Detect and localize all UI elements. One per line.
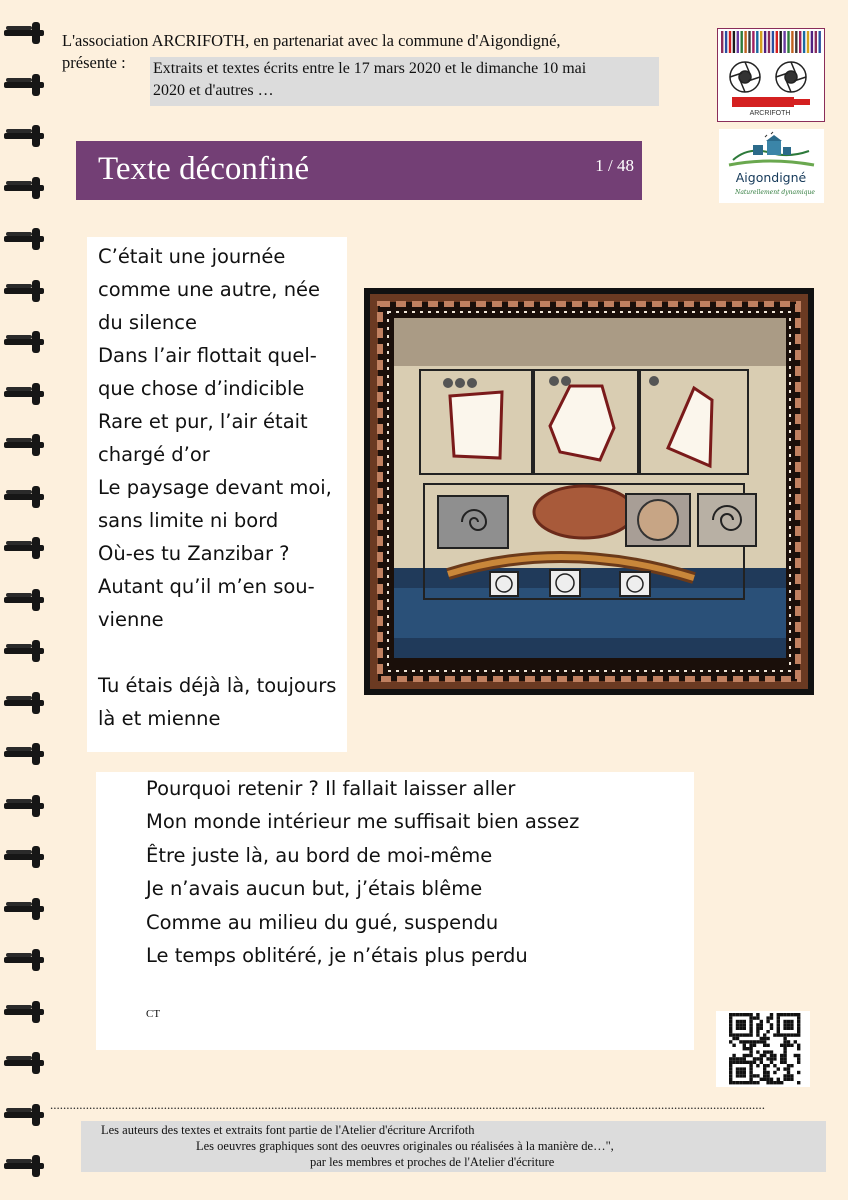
- aigondigne-logo: [719, 129, 824, 203]
- spiral-ring: [4, 949, 48, 971]
- spiral-binding: [0, 0, 52, 1200]
- poem-line: Autant qu’il m’en sou-: [98, 575, 315, 598]
- spiral-ring: [4, 125, 48, 147]
- poem-line: là et mienne: [98, 707, 221, 730]
- poem-line: Dans l’air flottait quel-: [98, 344, 317, 367]
- aigondigne-name: Aigondigné: [735, 170, 807, 185]
- spiral-ring: [4, 177, 48, 199]
- qr-code: [716, 1011, 810, 1087]
- spiral-ring: [4, 795, 48, 817]
- poem-line: [98, 636, 347, 669]
- spiral-ring: [4, 74, 48, 96]
- poem-line: vienne: [98, 608, 164, 631]
- subtitle-line-1: Extraits et textes écrits entre le 17 mars 2020 et le dimanche 10 mai: [153, 60, 587, 77]
- poem-line: Pourquoi retenir ? Il fallait laisser aller: [146, 777, 516, 800]
- footer-credits: [81, 1121, 826, 1172]
- footer-line-1: Les auteurs des textes et extraits font partie de l'Atelier d'écriture Arcrifoth: [101, 1123, 475, 1137]
- poem-line: Je n’avais aucun but, j’étais blême: [146, 877, 483, 901]
- spiral-ring: [4, 640, 48, 662]
- spiral-ring: [4, 228, 48, 250]
- poem-line: que chose d’indicible: [98, 377, 305, 400]
- spiral-ring: [4, 898, 48, 920]
- spiral-ring: [4, 486, 48, 508]
- spiral-ring: [4, 692, 48, 714]
- poem-line: Mon monde intérieur me suffisait bien assez: [146, 810, 580, 834]
- spiral-ring: [4, 589, 48, 611]
- artwork-painting: [364, 288, 814, 695]
- author-signature: CT: [146, 1008, 161, 1020]
- poem-line: Tu étais déjà là, toujours: [98, 674, 337, 697]
- spiral-ring: [4, 1001, 48, 1023]
- poem-part-2: [96, 772, 694, 1050]
- poem-line: comme une autre, née: [98, 278, 321, 301]
- poem-line: Comme au milieu du gué, suspendu: [146, 910, 499, 934]
- aigondigne-tagline: Naturellement dynamique: [735, 189, 815, 196]
- header-intro: L'association ARCRIFOTH, en partenariat avec la commune d'Aigondigné,: [62, 31, 561, 50]
- header-presents: présente :: [62, 53, 126, 72]
- poem-line: Le paysage devant moi,: [98, 476, 332, 499]
- spiral-ring: [4, 280, 48, 302]
- poem-part-1: [87, 237, 347, 752]
- arcrifoth-label: ARCRIFOTH: [749, 110, 791, 117]
- spiral-ring: [4, 1052, 48, 1074]
- spiral-ring: [4, 743, 48, 765]
- poem-line: Rare et pur, l’air était: [98, 410, 308, 433]
- poem-line: chargé d’or: [98, 443, 210, 466]
- subtitle-line-2: 2020 et d'autres …: [153, 82, 274, 99]
- dotted-separator: ............................................................................................................................................................................................................................: [50, 1099, 765, 1111]
- spiral-ring: [4, 434, 48, 456]
- subtitle-box: [150, 57, 659, 106]
- arcrifoth-logo: [717, 28, 825, 122]
- poem-line: Le temps oblitéré, je n’étais plus perdu: [146, 943, 528, 967]
- spiral-ring: [4, 1104, 48, 1126]
- spiral-ring: [4, 1155, 48, 1177]
- poem-line: sans limite ni bord: [98, 509, 279, 532]
- footer-line-3: par les membres et proches de l'Atelier d'écriture: [310, 1155, 555, 1169]
- spiral-ring: [4, 846, 48, 868]
- spiral-ring: [4, 331, 48, 353]
- spiral-ring: [4, 537, 48, 559]
- poem-line: Où-es tu Zanzibar ?: [98, 542, 290, 565]
- spiral-ring: [4, 22, 48, 44]
- page-number: 1 / 48: [595, 156, 634, 175]
- poem-line: Être juste là, au bord de moi-même: [146, 843, 493, 867]
- footer-line-2: Les oeuvres graphiques sont des oeuvres originales ou réalisées à la manière de…",: [196, 1139, 614, 1153]
- spiral-ring: [4, 383, 48, 405]
- title-bar: [76, 141, 642, 200]
- poem-line: du silence: [98, 311, 198, 334]
- poem-line: C’était une journée: [98, 245, 286, 268]
- page-title: Texte déconfiné: [98, 151, 310, 187]
